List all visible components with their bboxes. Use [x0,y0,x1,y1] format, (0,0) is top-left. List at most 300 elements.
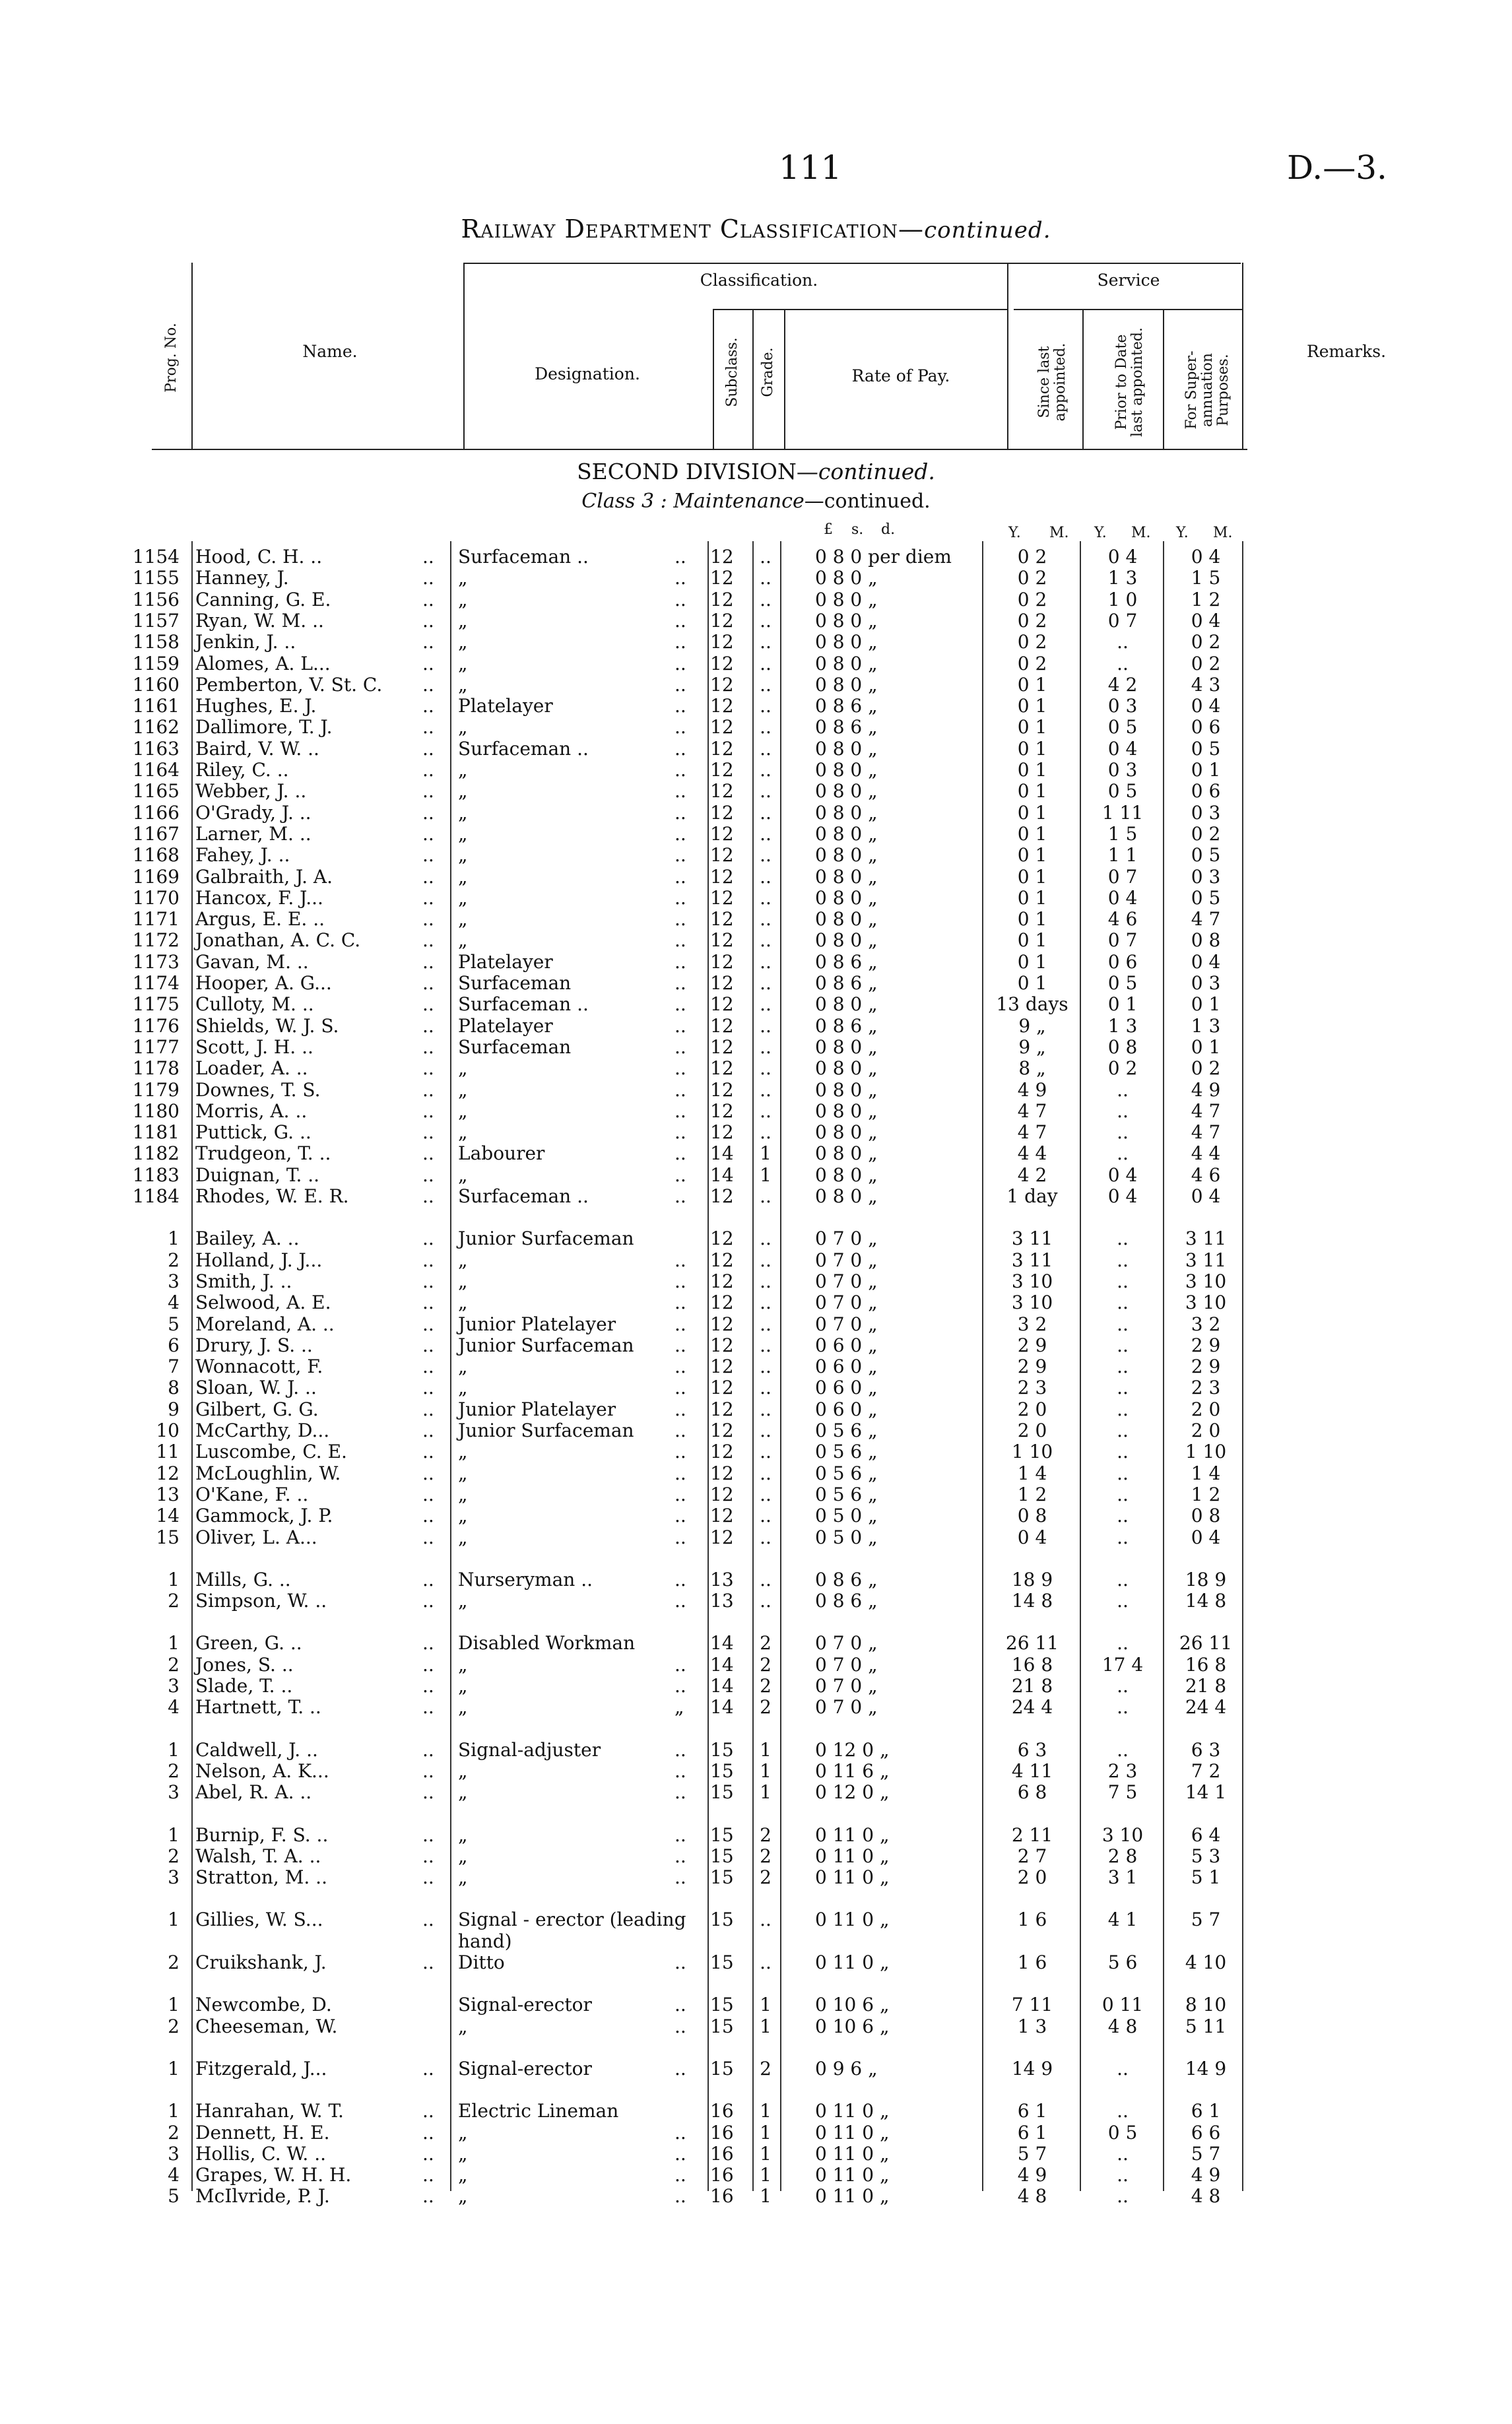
cell-since-last: 0 1 [1017,695,1047,717]
cell-rate-of-pay: 0 8 0 „ [815,759,878,781]
cell-designation-leader: .. [674,950,686,973]
cell-name-leader: .. [422,1653,434,1676]
cell-name-leader: .. [422,1270,434,1292]
cell-for-super: 5 7 [1191,2142,1221,2165]
title-main: Railway Department Classification— [461,214,925,244]
cell-grade: .. [760,1121,772,1144]
cell-designation-leader: .. [674,1292,686,1314]
cell-name: Stratton, M. .. [195,1866,327,1889]
table-row [0,1101,1512,1121]
cell-designation: „ [458,1057,468,1080]
cell-subclass: 12 [710,1462,734,1484]
cell-rate-of-pay: 0 6 0 „ [815,1334,878,1356]
cell-grade: .. [760,1441,772,1463]
cell-prior-to-date: .. [1117,2164,1129,2186]
cell-grade: .. [760,567,772,589]
cell-for-super: 0 6 [1191,780,1221,803]
cell-name-leader: .. [422,1356,434,1378]
cell-prior-to-date: .. [1117,1632,1129,1654]
header-remarks: Remarks. [1306,342,1387,361]
cell-name: Gilbert, G. G. [195,1398,319,1420]
cell-subclass: 12 [710,993,734,1016]
cell-designation-leader: .. [674,2164,686,2186]
header-rate-of-pay: Rate of Pay. [851,366,950,385]
cell-designation: „ [458,652,468,674]
cell-since-last: 0 2 [1017,567,1047,589]
cell-name: Jones, S. .. [195,1653,294,1676]
cell-designation-leader: .. [674,1738,686,1761]
cell-for-super: 16 8 [1185,1653,1227,1676]
cell-name-leader: .. [422,1781,434,1804]
cell-since-last: 0 1 [1017,716,1047,738]
cell-since-last: 0 8 [1017,1505,1047,1527]
cell-rate-of-pay: 0 7 0 „ [815,1292,878,1314]
rule-since [1082,309,1084,449]
cell-designation: „ [458,2185,468,2208]
table-row [0,589,1512,610]
cell-for-super: 14 8 [1185,1590,1227,1612]
cell-subclass: 12 [710,673,734,696]
class-title [0,490,1512,513]
table-row [0,2186,1512,2206]
table-row [0,696,1512,716]
table-row [0,824,1512,844]
cell-since-last: 18 9 [1011,1568,1053,1590]
cell-prog-no: 1177 [132,1035,180,1058]
cell-subclass: 12 [710,1249,734,1271]
cell-grade: .. [760,822,772,845]
cell-prog-no: 3 [168,1866,180,1889]
cell-designation-leader: .. [674,546,686,568]
cell-rate-of-pay: 0 8 0 „ [815,929,878,952]
cell-subclass: 12 [710,950,734,973]
cell-grade: .. [760,673,772,696]
cell-for-super: 0 4 [1191,1185,1221,1207]
cell-rate-of-pay: 0 11 0 „ [815,2164,890,2186]
cell-name: Walsh, T. A. .. [195,1845,321,1867]
cell-designation-leader: .. [674,1377,686,1399]
cell-designation: „ [458,1163,468,1186]
cell-rate-of-pay: 0 8 6 „ [815,950,878,973]
table-row [0,674,1512,695]
cell-designation: Platelayer [458,1014,553,1037]
cell-prior-to-date: 0 5 [1107,2121,1138,2144]
cell-prior-to-date: .. [1117,2100,1129,2122]
cell-designation: „ [458,1483,468,1505]
cell-prog-no: 1162 [132,716,180,738]
cell-subclass: 12 [710,1356,734,1378]
cell-designation-leader: .. [674,1142,686,1165]
cell-subclass: 13 [710,1568,734,1590]
cell-name-leader: .. [422,1759,434,1782]
cell-prog-no: 10 [156,1420,180,1441]
cell-prior-to-date: .. [1117,1398,1129,1420]
cell-for-super: 4 3 [1191,673,1221,696]
cell-since-last: 2 9 [1017,1356,1047,1378]
cell-prog-no: 1172 [132,929,180,952]
table-row [0,888,1512,908]
cell-prior-to-date: 4 8 [1107,2015,1138,2037]
table-row [0,781,1512,801]
cell-name-leader: .. [422,1632,434,1654]
cell-rate-of-pay: 0 7 0 „ [815,1675,878,1697]
cell-prog-no: 6 [168,1334,180,1356]
cell-since-last: 3 11 [1011,1249,1053,1271]
cell-prog-no: 1179 [132,1078,180,1101]
cell-grade: .. [760,993,772,1016]
cell-prog-no: 1167 [132,822,180,845]
cell-since-last: 1 6 [1017,1951,1047,1973]
cell-prog-no: 3 [168,1781,180,1804]
cell-designation-leader: .. [674,652,686,674]
cell-subclass: 13 [710,1590,734,1612]
cell-prog-no: 2 [168,1759,180,1782]
cell-prog-no: 9 [168,1398,180,1420]
cell-designation: „ [458,929,468,952]
cell-subclass: 12 [710,1057,734,1080]
cell-designation-leader: .. [674,1313,686,1335]
cell-subclass: 12 [710,1526,734,1548]
cell-for-super: 0 2 [1191,631,1221,653]
cell-prog-no: 2 [168,2015,180,2037]
cell-prior-to-date: .. [1117,1505,1129,1527]
cell-name-leader: .. [422,993,434,1016]
class-continued: —continued. [804,490,931,513]
table-row [0,1676,1512,1696]
cell-prog-no: 1154 [132,546,180,568]
cell-subclass: 14 [710,1163,734,1186]
cell-prior-to-date: .. [1117,2142,1129,2165]
cell-prog-no: 3 [168,2142,180,2165]
cell-designation-leader: .. [674,1163,686,1186]
cell-designation-leader: .. [674,2057,686,2080]
cell-designation: „ [458,1099,468,1122]
cell-name-leader: .. [422,1526,434,1548]
cell-name: Hartnett, T. .. [195,1696,321,1719]
cell-for-super: 3 11 [1185,1249,1227,1271]
cell-subclass: 12 [710,908,734,931]
cell-prior-to-date: 4 6 [1107,908,1138,931]
cell-subclass: 12 [710,1398,734,1420]
cell-designation-leader: .. [674,1675,686,1697]
cell-name-leader: .. [422,1568,434,1590]
cell-grade: .. [760,716,772,738]
cell-for-super: 24 4 [1185,1696,1227,1719]
cell-designation-leader: .. [674,993,686,1016]
cell-name: Hooper, A. G... [195,972,332,994]
cell-grade: .. [760,1014,772,1037]
cell-grade: 2 [760,2057,772,2080]
cell-name-leader: .. [422,1823,434,1846]
cell-name: Jenkin, J. .. [195,631,296,653]
cell-name-leader: .. [422,1334,434,1356]
cell-prior-to-date: .. [1117,1675,1129,1697]
table-row [0,1058,1512,1078]
cell-prior-to-date: 0 8 [1107,1035,1138,1058]
cell-prior-to-date: .. [1117,1078,1129,1101]
cell-grade: .. [760,1951,772,1973]
cell-designation-leader: .. [674,1185,686,1207]
cell-prog-no: 1 [168,1568,180,1590]
cell-rate-of-pay: 0 8 0 „ [815,780,878,803]
cell-name: Cruikshank, J. [195,1951,327,1973]
cell-name: Simpson, W. .. [195,1590,327,1612]
cell-for-super: 26 11 [1179,1632,1233,1654]
rule-rate [1007,263,1008,449]
table-row [0,1463,1512,1484]
cell-since-last: 4 9 [1017,1078,1047,1101]
cell-name: Morris, A. .. [195,1099,308,1122]
cell-prog-no: 1158 [132,631,180,653]
table-row [0,1271,1512,1292]
cell-name-leader: .. [422,631,434,653]
cell-designation-leader: .. [674,1505,686,1527]
cell-grade: .. [760,588,772,610]
cell-name: Downes, T. S. [195,1078,321,1101]
cell-designation: „ [458,609,468,632]
cell-grade: .. [760,1334,772,1356]
cell-since-last: 14 9 [1011,2057,1053,2080]
cell-prior-to-date: 17 4 [1101,1653,1144,1676]
cell-prior-to-date: .. [1117,1099,1129,1122]
cell-designation: „ [458,1866,468,1889]
cell-for-super: 4 8 [1191,2185,1221,2208]
cell-prior-to-date: .. [1117,1249,1129,1271]
cell-grade: 1 [760,1781,772,1804]
cell-since-last: 1 day [1006,1185,1058,1207]
cell-name: O'Kane, F. .. [195,1483,309,1505]
table-row [0,2058,1512,2079]
cell-prog-no: 2 [168,1951,180,1973]
cell-name-leader: .. [422,1014,434,1037]
header-top-rule [463,263,1241,264]
cell-subclass: 14 [710,1696,734,1719]
cell-name-leader: .. [422,2164,434,2186]
cell-name: Slade, T. .. [195,1675,293,1697]
cell-designation-leader: .. [674,1590,686,1612]
cell-designation: hand) [458,1930,512,1952]
cell-since-last: 0 1 [1017,908,1047,931]
cell-grade: 1 [760,2142,772,2165]
cell-since-last: 0 1 [1017,737,1047,760]
cell-prior-to-date: .. [1117,1696,1129,1719]
header-service: Service [1097,271,1160,290]
cell-for-super: 0 3 [1191,865,1221,888]
cell-name: Hanrahan, W. T. [195,2100,344,2122]
cell-prior-to-date: 0 5 [1107,780,1138,803]
cell-designation: Signal-adjuster [458,1738,601,1761]
cell-grade: .. [760,844,772,867]
cell-prog-no: 13 [156,1483,180,1505]
cell-designation-leader: .. [674,1057,686,1080]
cell-name-leader: .. [422,716,434,738]
cell-name: Nelson, A. K... [195,1759,329,1782]
cell-prog-no: 1165 [132,780,180,803]
cell-name: Jonathan, A. C. C. [195,929,361,952]
cell-name: Fitzgerald, J... [195,2057,327,2080]
cell-rate-of-pay: 0 8 0 „ [815,588,878,610]
cell-rate-of-pay: 0 6 0 „ [815,1398,878,1420]
cell-prior-to-date: .. [1117,1334,1129,1356]
table-row [0,717,1512,737]
unit-y1: Y. [1008,525,1021,541]
cell-prior-to-date: 0 1 [1107,993,1138,1016]
cell-designation: Platelayer [458,695,553,717]
table-row [0,1228,1512,1249]
cell-name: Pemberton, V. St. C. [195,673,383,696]
cell-subclass: 12 [710,1377,734,1399]
cell-for-super: 1 10 [1185,1441,1227,1463]
cell-name: Gammock, J. P. [195,1505,333,1527]
cell-since-last: 4 4 [1017,1142,1047,1165]
cell-prior-to-date: 2 8 [1107,1845,1138,1867]
cell-subclass: 16 [710,2142,734,2165]
table-row [0,2144,1512,2164]
cell-since-last: 7 11 [1011,1994,1053,2016]
cell-name-leader: .. [422,1675,434,1697]
cell-designation: „ [458,1270,468,1292]
cell-for-super: 2 9 [1191,1356,1221,1378]
cell-designation-leader: .. [674,631,686,653]
table-row [0,568,1512,588]
cell-prog-no: 1 [168,1632,180,1654]
unit-m2: M. [1131,525,1151,541]
cell-prog-no: 1169 [132,865,180,888]
cell-grade: .. [760,1909,772,1931]
cell-designation-leader: .. [674,2015,686,2037]
cell-prog-no: 3 [168,1270,180,1292]
cell-name-leader: .. [422,2185,434,2208]
cell-since-last: 4 8 [1017,2185,1047,2208]
cell-rate-of-pay: 0 7 0 „ [815,1313,878,1335]
cell-name: Riley, C. .. [195,759,289,781]
cell-name-leader: .. [422,737,434,760]
cell-name: Hughes, E. J. [195,695,317,717]
cell-rate-of-pay: 0 9 6 „ [815,2057,878,2080]
cell-prog-no: 1 [168,2057,180,2080]
cell-rate-of-pay: 0 11 0 „ [815,2121,890,2144]
service-subrule [1014,309,1242,310]
cell-designation-leader: .. [674,1270,686,1292]
cell-subclass: 12 [710,1420,734,1441]
cell-name-leader: .. [422,1909,434,1931]
cell-name-leader: .. [422,1866,434,1889]
cell-designation: „ [458,1292,468,1314]
cell-name: McIlvride, P. J. [195,2185,330,2208]
cell-since-last: 0 1 [1017,886,1047,909]
cell-rate-of-pay: 0 7 0 „ [815,1696,878,1719]
cell-name: O'Grady, J. .. [195,801,312,824]
header-prog-no: Prog. No. [163,323,180,393]
cell-designation: „ [458,1078,468,1101]
cell-rate-of-pay: 0 8 0 „ [815,1099,878,1122]
header-grade: Grade. [760,347,776,397]
cell-subclass: 12 [710,1441,734,1463]
cell-grade: .. [760,950,772,973]
cell-subclass: 14 [710,1632,734,1654]
cell-prior-to-date: .. [1117,1377,1129,1399]
cell-subclass: 12 [710,759,734,781]
cell-name-leader: .. [422,1420,434,1441]
cell-name: Mills, G. .. [195,1568,291,1590]
cell-name-leader: .. [422,908,434,931]
cell-prog-no: 2 [168,2121,180,2144]
cell-prior-to-date: .. [1117,652,1129,674]
cell-since-last: 14 8 [1011,1590,1053,1612]
table-row [0,1314,1512,1334]
table-row [0,2122,1512,2143]
cell-designation-leader: .. [674,673,686,696]
cell-grade: .. [760,1526,772,1548]
cell-for-super: 0 4 [1191,1526,1221,1548]
cell-name-leader: .. [422,865,434,888]
cell-name: Burnip, F. S. .. [195,1823,329,1846]
cell-rate-of-pay: 0 8 0 „ [815,865,878,888]
cell-rate-of-pay: 0 8 0 „ [815,822,878,845]
cell-for-super: 18 9 [1185,1568,1227,1590]
cell-prog-no: 1173 [132,950,180,973]
table-row [0,632,1512,652]
cell-for-super: 1 2 [1191,588,1221,610]
cell-designation: Electric Lineman [458,2100,619,2122]
cell-rate-of-pay: 0 5 0 „ [815,1505,878,1527]
cell-grade: 2 [760,1823,772,1846]
cell-name: Abel, R. A. .. [195,1781,312,1804]
cell-subclass: 12 [710,695,734,717]
cell-since-last: 0 2 [1017,631,1047,653]
cell-for-super: 0 8 [1191,1505,1221,1527]
cell-for-super: 6 6 [1191,2121,1221,2144]
cell-name-leader: .. [422,1057,434,1080]
cell-rate-of-pay: 0 8 0 „ [815,737,878,760]
cell-designation: „ [458,1759,468,1782]
cell-for-super: 1 5 [1191,567,1221,589]
cell-rate-of-pay: 0 8 0 „ [815,886,878,909]
cell-prog-no: 1183 [132,1163,180,1186]
cell-name: Baird, V. W. .. [195,737,319,760]
cell-grade: .. [760,908,772,931]
cell-prior-to-date: .. [1117,1526,1129,1548]
cell-designation-leader: .. [674,844,686,867]
cell-name: Hanney, J. [195,567,289,589]
cell-rate-of-pay: 0 8 0 „ [815,631,878,653]
cell-prior-to-date: .. [1117,1356,1129,1378]
cell-rate-of-pay: 0 8 0 „ [815,1163,878,1186]
cell-name-leader: .. [422,1228,434,1250]
cell-for-super: 7 2 [1191,1759,1221,1782]
cell-designation: Signal-erector [458,2057,592,2080]
cell-grade: .. [760,1249,772,1271]
cell-prog-no: 12 [156,1462,180,1484]
cell-rate-of-pay: 0 8 0 „ [815,1057,878,1080]
cell-prog-no: 1184 [132,1185,180,1207]
page-title [0,214,1512,244]
cell-grade: .. [760,1483,772,1505]
cell-rate-of-pay: 0 12 0 „ [815,1738,890,1761]
cell-grade: .. [760,1270,772,1292]
cell-designation: „ [458,2015,468,2037]
cell-prior-to-date: 0 5 [1107,972,1138,994]
unit-y2: Y. [1094,525,1107,541]
cell-prior-to-date: .. [1117,1738,1129,1761]
cell-designation: „ [458,1462,468,1484]
cell-subclass: 12 [710,588,734,610]
unit-m3: M. [1213,525,1233,541]
table-row [0,1782,1512,1802]
cell-prior-to-date: .. [1117,1121,1129,1144]
table-row [0,1909,1512,1930]
cell-designation: „ [458,1696,468,1719]
